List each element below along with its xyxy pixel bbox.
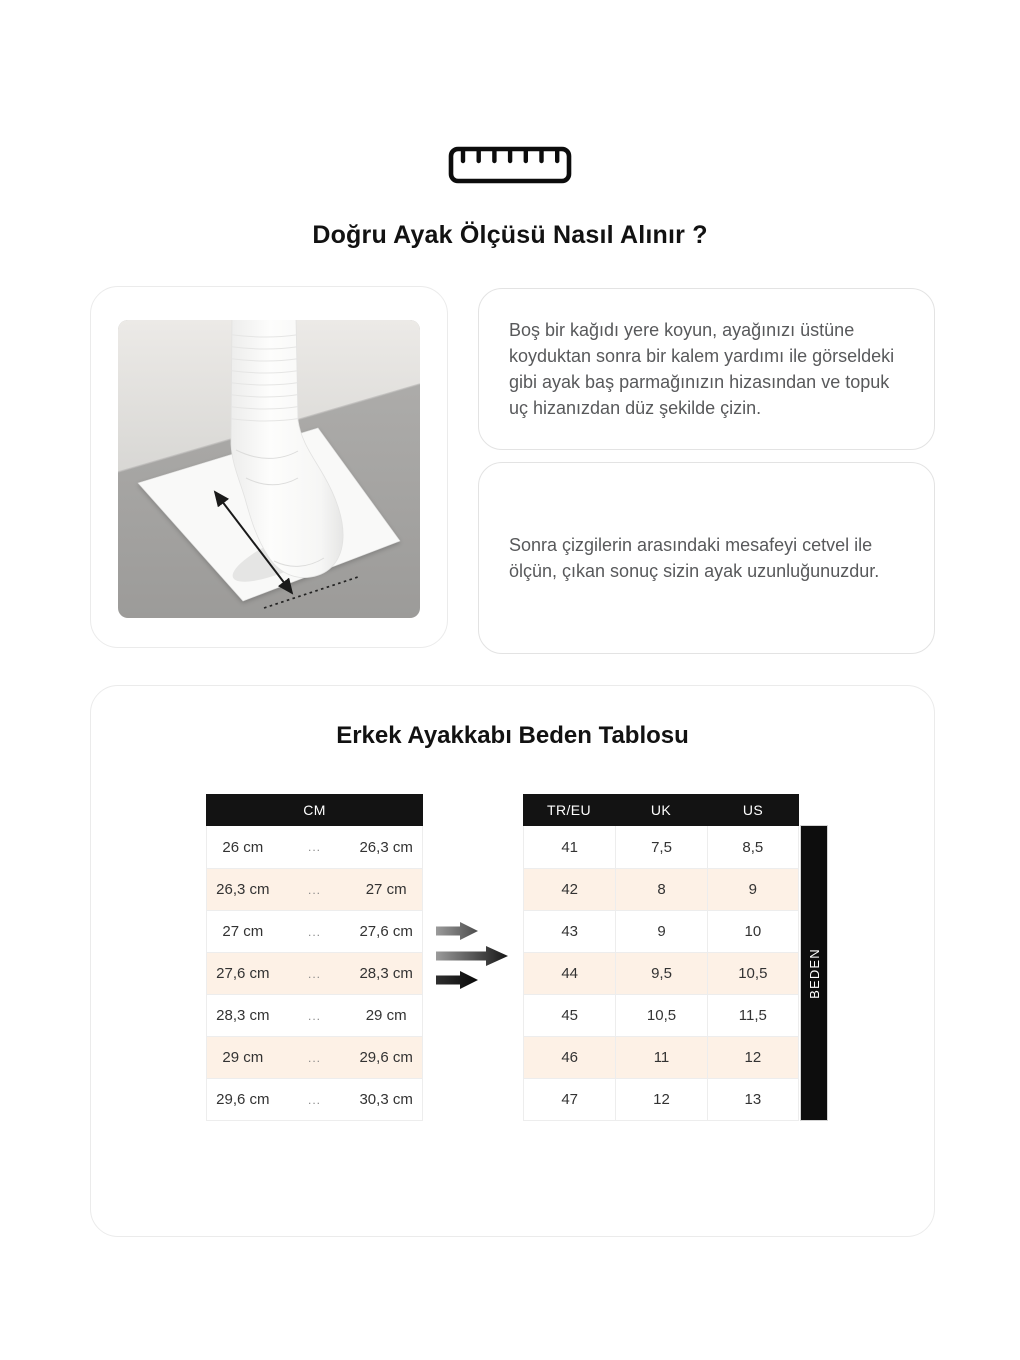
instruction-step-2 [478, 462, 935, 654]
size-table [523, 794, 799, 1121]
cm-from-value: 29 cm [222, 1049, 264, 1066]
cm-table-row [207, 952, 422, 994]
size-table-row [524, 1036, 798, 1078]
cm-range-separator: ... [307, 1092, 321, 1107]
cm-from-value: 29,6 cm [216, 1091, 270, 1108]
page-title: Doğru Ayak Ölçüsü Nasıl Alınır ? [312, 221, 708, 249]
size-value: 42 [561, 881, 578, 898]
cm-to-value: 29 cm [365, 1007, 407, 1024]
size-table-rows [523, 826, 799, 1121]
instruction-step-1-text: Boş bir kağıdı yere koyun, ayağınızı üstüne koyduktan sonra bir kalem yardımı ile görseldeki gibi ayak baş parmağınızın hizasından ve topuk uç hizanızdan düz şekilde çizin. [509, 320, 895, 418]
size-value: 7,5 [615, 826, 706, 868]
size-value: 45 [561, 1007, 578, 1024]
foot-photo-card [90, 286, 448, 648]
cm-range-separator: ... [307, 1008, 321, 1023]
cm-range-separator: ... [307, 924, 321, 939]
size-value: 46 [561, 1049, 578, 1066]
cm-from-value: 26 cm [222, 838, 264, 856]
instruction-step-2-text: Sonra çizgilerin arasındaki mesafeyi cetvel ile ölçün, çıkan sonuç sizin ayak uzunluğunuzdur. [509, 535, 880, 581]
cm-to-value: 27 cm [365, 881, 407, 898]
cm-to-value: 27,6 cm [359, 923, 413, 940]
cm-table-row [207, 868, 422, 910]
cm-table-row [207, 826, 422, 868]
size-table-header-cell: TR/EU [547, 802, 591, 818]
size-value: 10,5 [615, 995, 706, 1036]
size-value: 10,5 [707, 953, 798, 994]
size-table-header [523, 794, 799, 826]
size-value: 8,5 [707, 826, 798, 868]
cm-to-value: 29,6 cm [359, 1049, 413, 1066]
size-value: 11,5 [707, 995, 798, 1036]
size-value: 12 [615, 1079, 706, 1120]
size-table-row [524, 910, 798, 952]
cm-table-row [207, 1078, 422, 1120]
size-value: 41 [561, 838, 578, 856]
size-value: 8 [615, 869, 706, 910]
size-value: 9,5 [615, 953, 706, 994]
foot-measurement-photo [118, 320, 420, 618]
cm-to-value: 28,3 cm [359, 965, 413, 982]
size-table-row [524, 826, 798, 868]
cm-table-header: CM [206, 794, 423, 826]
cm-range-separator: ... [307, 882, 321, 897]
cm-to-value: 26,3 cm [359, 838, 413, 856]
cm-to-value: 30,3 cm [359, 1091, 413, 1108]
cm-from-value: 27 cm [222, 923, 264, 940]
size-value: 13 [707, 1079, 798, 1120]
size-table-row [524, 868, 798, 910]
cm-table-rows [206, 826, 423, 1121]
cm-from-value: 28,3 cm [216, 1007, 270, 1024]
cm-table-row [207, 910, 422, 952]
size-value: 47 [561, 1091, 578, 1108]
instruction-step-1 [478, 288, 935, 450]
size-chart-card [90, 685, 935, 1237]
cm-range-separator: ... [307, 840, 321, 854]
size-table-row [524, 952, 798, 994]
size-chart-title: Erkek Ayakkabı Beden Tablosu [336, 722, 689, 749]
beden-side-label: BEDEN [806, 947, 822, 999]
size-value: 9 [615, 911, 706, 952]
size-table-row [524, 994, 798, 1036]
size-value: 12 [707, 1037, 798, 1078]
cm-from-value: 26,3 cm [216, 881, 270, 898]
size-table-header-cell: UK [650, 802, 672, 818]
cm-range-separator: ... [307, 966, 321, 981]
size-table-header-cell: US [742, 802, 764, 818]
size-table-row [524, 1078, 798, 1120]
beden-side-bar [801, 826, 827, 1120]
size-value: 43 [561, 923, 578, 940]
size-value: 10 [707, 911, 798, 952]
cm-from-value: 27,6 cm [216, 965, 270, 982]
cm-table-row [207, 1036, 422, 1078]
size-value: 11 [615, 1037, 706, 1078]
cm-range-separator: ... [307, 1050, 321, 1065]
ruler-icon [0, 146, 1020, 184]
size-value: 44 [561, 965, 578, 982]
cm-table-row [207, 994, 422, 1036]
size-value: 9 [707, 869, 798, 910]
cm-table [206, 794, 423, 1121]
triple-right-arrows-icon [434, 914, 514, 997]
